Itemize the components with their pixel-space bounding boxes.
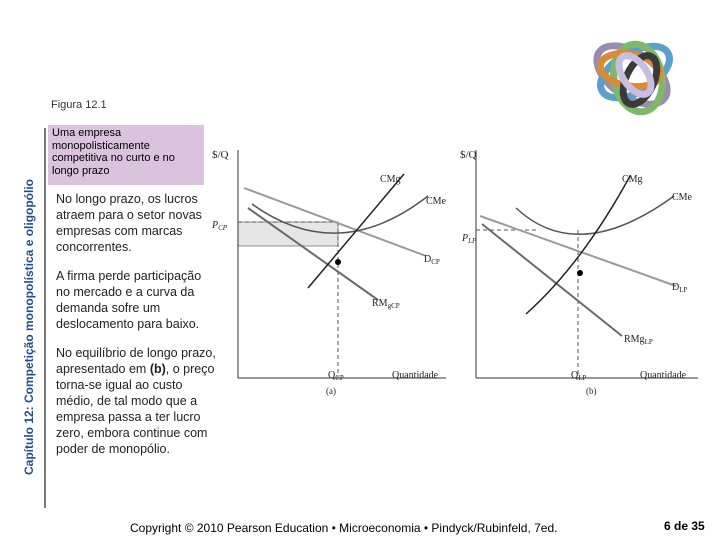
bullet-1: No longo prazo, os lucros atraem para o setor novas empresas com marcas concorrentes.	[56, 192, 202, 254]
qty-label-b-sub: LP	[578, 374, 587, 382]
page-number: 6 de 35	[664, 519, 705, 533]
mr-label-a	[372, 298, 400, 310]
mr-label-b-main: RMg	[624, 334, 645, 345]
ac-label-b: CMe	[672, 192, 692, 203]
bullet-3-bold: (b)	[149, 362, 166, 376]
price-label-a-sub: CP	[218, 224, 228, 232]
price-label-b-main: P	[462, 233, 469, 244]
demand-label-b-main: D	[672, 282, 680, 293]
price-label-a-main: P	[212, 220, 219, 231]
ylabel-b: $/Q	[460, 149, 477, 161]
mr-label-b-sub: LP	[644, 338, 653, 346]
price-label-b-sub: LP	[468, 237, 477, 245]
bullet-2: A firma perde participação no mercado e a curva da demanda sofre um deslocamento para baixo.	[56, 269, 202, 331]
demand-label-a-main: D	[424, 254, 432, 265]
bullet-3	[56, 345, 216, 457]
qty-label-b	[571, 370, 587, 382]
demand-label-a	[424, 254, 440, 266]
qty-label-a-sub: CP	[335, 374, 344, 382]
profit-area	[238, 222, 338, 246]
bullet-3-text-a: No equilíbrio de longo prazo, apresentado em	[56, 346, 216, 376]
mc-label-a: CMg	[380, 174, 401, 185]
mr-label-b	[624, 334, 653, 346]
ac-label-a: CMe	[426, 196, 446, 207]
diagram-panels	[208, 138, 708, 400]
eq-point-b	[577, 270, 583, 276]
xlabel-b: Quantidade	[640, 370, 687, 381]
price-label-b	[461, 233, 477, 245]
ac-curve-b	[516, 196, 674, 234]
eq-point-a	[335, 259, 341, 265]
tag-a: (a)	[326, 386, 336, 396]
rings-graphic	[580, 20, 690, 130]
demand-label-b-sub: LP	[679, 286, 688, 294]
panel-a	[211, 149, 447, 396]
panel-b	[460, 149, 698, 396]
qty-label-b-main: Q	[571, 370, 579, 381]
mr-label-a-main: RM	[372, 298, 388, 309]
demand-label-b	[672, 282, 688, 294]
figure-caption: Uma empresa monopolisticamente competitiva no curto e no longo prazo	[48, 125, 204, 185]
xlabel-a: Quantidade	[392, 370, 439, 381]
qty-label-a-main: Q	[328, 370, 336, 381]
chapter-title: Capítulo 12: Competição monopolística e oligopólio	[22, 178, 36, 475]
copyright-footer: Copyright © 2010 Pearson Education • Microeconomia • Pindyck/Rubinfeld, 7ed.	[130, 521, 558, 535]
bullet-3-text-b: , o preço torna-se igual ao custo médio, de tal modo que a empresa passa a ter lucro zero, embora continue com poder de monopólio.	[56, 362, 215, 456]
price-label-a	[211, 220, 228, 232]
figure-label: Figura 12.1	[51, 99, 107, 111]
qty-label-a	[328, 370, 344, 382]
ylabel-a: $/Q	[212, 149, 229, 161]
demand-label-a-sub: CP	[431, 258, 440, 266]
mr-label-a-sub: gCP	[387, 302, 400, 310]
bullet-list	[56, 191, 219, 470]
tag-b: (b)	[586, 386, 597, 396]
side-divider	[44, 128, 46, 508]
mc-label-b: CMg	[622, 174, 643, 185]
